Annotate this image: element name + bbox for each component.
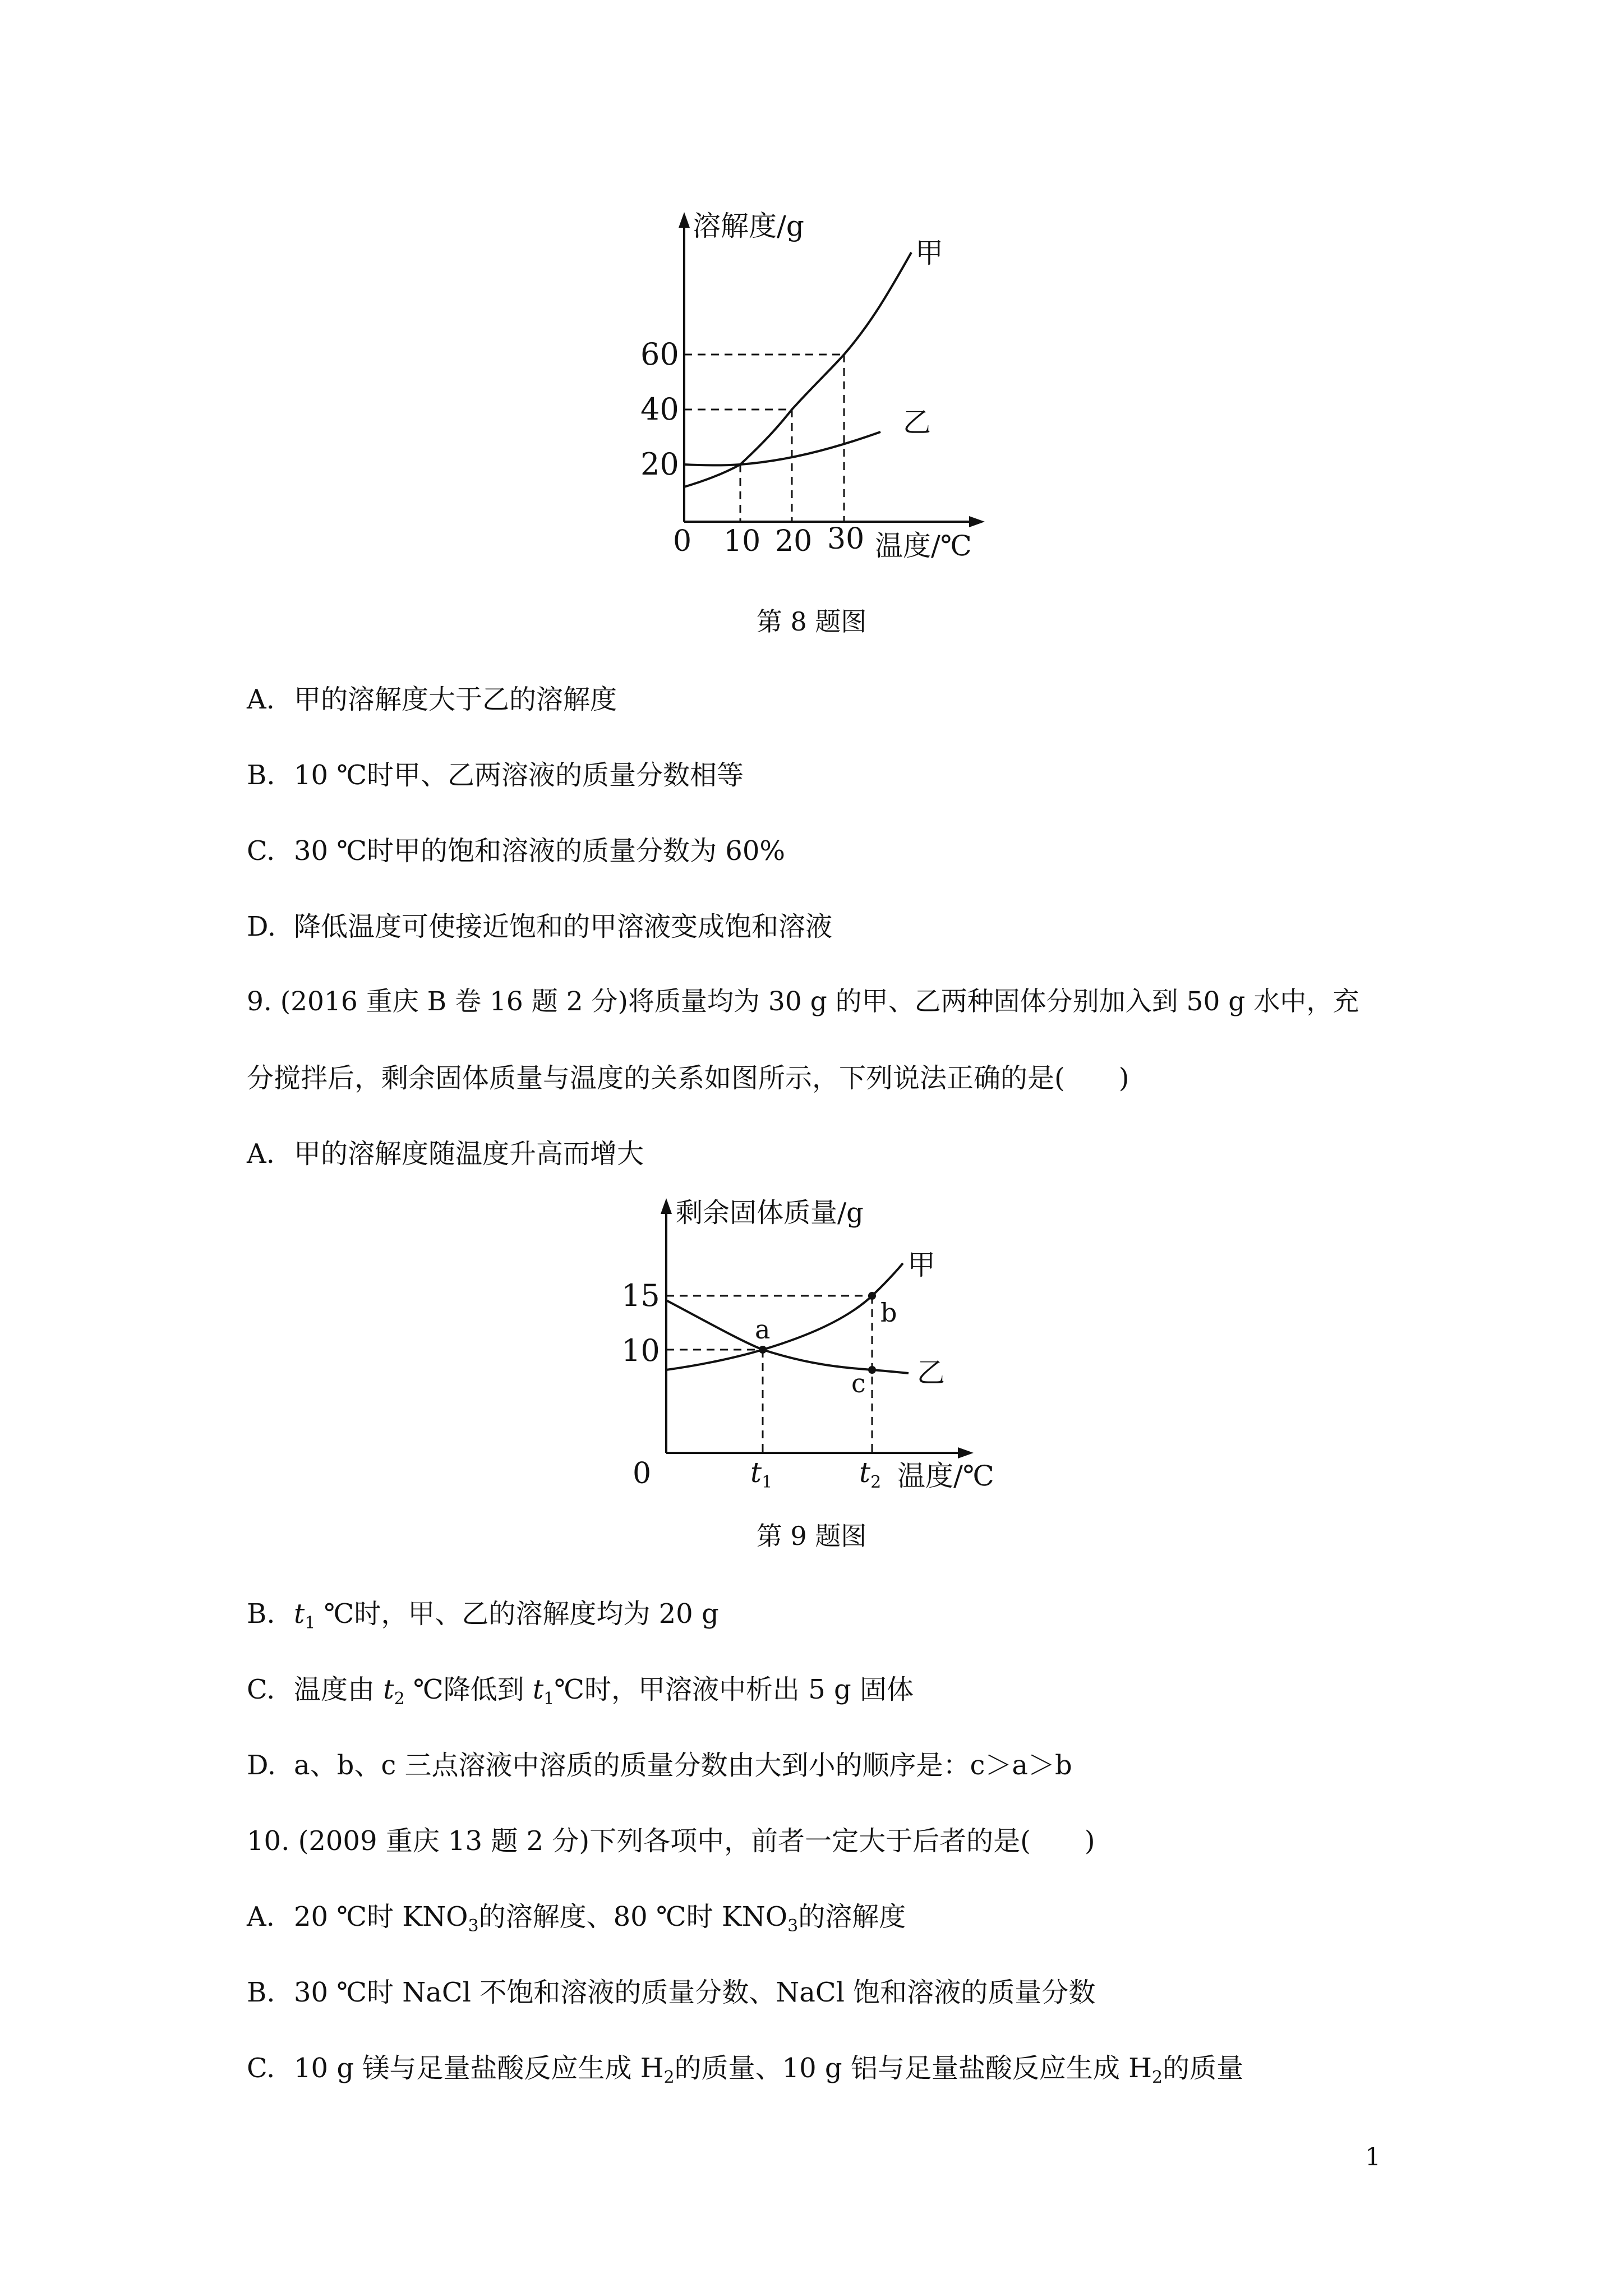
point-b xyxy=(868,1292,876,1300)
q9-stem-line-2: 分搅拌后，剩余固体质量与温度的关系如图所示，下列说法正确的是( ) xyxy=(247,1062,1129,1094)
fig9-label-jia: 甲 xyxy=(907,1249,935,1281)
fig8-xtick-20: 20 xyxy=(775,524,813,558)
q9-option-d xyxy=(247,1743,1072,1782)
option-text: ℃时，甲、乙的溶解度均为 20 g xyxy=(315,1598,719,1630)
fig9-ylabel: 剩余固体质量/g xyxy=(676,1197,864,1228)
fig9-origin: 0 xyxy=(633,1457,652,1490)
var-sub: 2 xyxy=(394,1689,405,1709)
fig9-ytick-15: 15 xyxy=(621,1278,660,1313)
fig8-xlabel: 温度/℃ xyxy=(875,530,972,562)
fig8-label-yi: 乙 xyxy=(903,406,931,439)
subscript: 2 xyxy=(663,2068,675,2087)
option-letter: B. xyxy=(247,760,275,791)
fig8-xtick-30: 30 xyxy=(827,522,865,556)
q10-option-c xyxy=(247,2046,1243,2087)
fig8-xtick-10: 10 xyxy=(723,524,761,558)
q9-option-a xyxy=(247,1132,644,1171)
var-t: t xyxy=(383,1674,394,1705)
option-letter: C. xyxy=(247,835,275,867)
option-text: 降低温度可使接近饱和的甲溶液变成饱和溶液 xyxy=(294,911,833,942)
option-letter: C. xyxy=(247,2053,275,2084)
subscript: 3 xyxy=(787,1916,799,1936)
figure-8-caption: 第 8 题图 xyxy=(756,606,867,637)
option-text-part: 的质量 xyxy=(1163,2053,1244,2084)
subscript: 2 xyxy=(1152,2068,1163,2087)
option-text-part: 的溶解度 xyxy=(798,1901,906,1932)
fig9-point-label-c: c xyxy=(851,1368,866,1398)
point-a xyxy=(759,1346,767,1354)
fig9-label-yi: 乙 xyxy=(917,1356,945,1389)
var-t: t xyxy=(294,1598,305,1630)
fig9-xlabel: 温度/℃ xyxy=(897,1460,994,1492)
option-letter: D. xyxy=(247,911,276,942)
page-number: 1 xyxy=(1365,2143,1381,2171)
option-text: 30 ℃时甲的饱和溶液的质量分数为 60% xyxy=(294,835,785,867)
option-letter: B. xyxy=(247,1977,275,2008)
x-axis-arrow xyxy=(969,516,985,527)
q9-option-b xyxy=(247,1592,719,1633)
q8-option-c xyxy=(247,829,785,868)
option-text: 甲的溶解度随温度升高而增大 xyxy=(294,1138,644,1170)
q8-option-d xyxy=(247,905,832,944)
option-letter: C. xyxy=(247,1674,275,1705)
q10-stem: 10. (2009 重庆 13 题 2 分)下列各项中，前者一定大于后者的是( ) xyxy=(247,1825,1095,1857)
option-letter: A. xyxy=(247,684,275,715)
var-sub: 1 xyxy=(543,1689,555,1709)
option-text-mid: ℃降低到 xyxy=(404,1674,533,1705)
figure-9-remaining-mass-chart xyxy=(606,1189,1043,1503)
fig8-ylabel: 溶解度/g xyxy=(693,210,804,242)
option-text: a、b、c 三点溶液中溶质的质量分数由大到小的顺序是：c＞a＞b xyxy=(294,1750,1072,1781)
option-text: 10 ℃时甲、乙两溶液的质量分数相等 xyxy=(294,760,744,791)
fig8-origin: 0 xyxy=(673,524,692,558)
q9-stem-line-1: 9. (2016 重庆 B 卷 16 题 2 分)将质量均为 30 g 的甲、乙两种固体分别加入到 50 g 水中，充 xyxy=(247,986,1359,1017)
figure-8-solubility-chart xyxy=(628,208,1021,572)
option-letter: A. xyxy=(247,1901,275,1932)
var-sub: 1 xyxy=(305,1613,316,1633)
option-letter: D. xyxy=(247,1750,276,1781)
q10-option-a xyxy=(247,1895,906,1936)
fig8-label-jia: 甲 xyxy=(915,237,943,269)
fig9-ytick-10: 10 xyxy=(621,1333,660,1368)
y-axis-arrow xyxy=(661,1198,672,1214)
fig9-xtick-t1: $t_1$ xyxy=(750,1456,773,1492)
q9-option-c xyxy=(247,1668,914,1709)
option-text-pre: 温度由 xyxy=(294,1674,384,1705)
option-text: 30 ℃时 NaCl 不饱和溶液的质量分数、NaCl 饱和溶液的质量分数 xyxy=(294,1977,1096,2008)
var-t: t xyxy=(532,1674,544,1705)
option-text: 甲的溶解度大于乙的溶解度 xyxy=(294,684,617,715)
option-text-post: ℃时，甲溶液中析出 5 g 固体 xyxy=(554,1674,914,1705)
fig8-ytick-60: 60 xyxy=(640,337,679,372)
point-c xyxy=(868,1366,876,1374)
series-jia-curve xyxy=(666,1263,903,1370)
q10-option-b xyxy=(247,1971,1095,2009)
q8-option-b xyxy=(247,753,744,792)
fig8-ytick-40: 40 xyxy=(640,392,679,427)
fig8-ytick-20: 20 xyxy=(640,447,679,482)
fig9-xtick-t2: $t_2$ xyxy=(859,1456,882,1492)
series-yi-curve xyxy=(684,432,880,466)
option-text-part: 20 ℃时 KNO xyxy=(294,1901,468,1932)
subscript: 3 xyxy=(468,1916,479,1936)
series-jia-curve xyxy=(684,252,911,487)
option-text-part: 的质量、10 g 铝与足量盐酸反应生成 H xyxy=(674,2053,1152,2084)
option-letter: B. xyxy=(247,1598,275,1630)
x-axis-arrow xyxy=(958,1447,974,1458)
fig9-point-label-a: a xyxy=(755,1314,771,1345)
figure-9-caption: 第 9 题图 xyxy=(756,1521,867,1551)
option-text-part: 的溶解度、80 ℃时 KNO xyxy=(478,1901,788,1932)
option-text-part: 10 g 镁与足量盐酸反应生成 H xyxy=(294,2053,664,2084)
q8-option-a xyxy=(247,678,617,716)
y-axis-arrow xyxy=(679,212,690,228)
option-letter: A. xyxy=(247,1138,275,1170)
fig9-point-label-b: b xyxy=(880,1297,897,1328)
